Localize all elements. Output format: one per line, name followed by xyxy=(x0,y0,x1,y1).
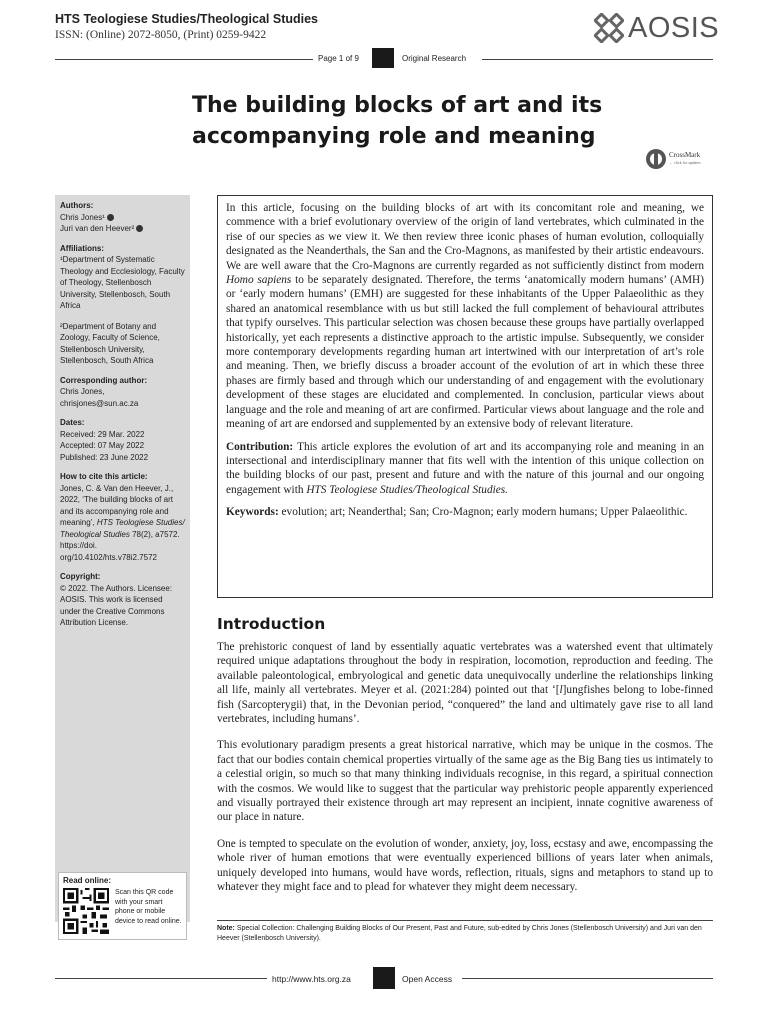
crossmark-sub: ← click for updates xyxy=(669,160,701,165)
affiliations-section xyxy=(60,243,185,367)
intro-paragraph-1: The prehistoric conquest of land by essentially aquatic vertebrates was a watershed event that ultimately required unique adaptations throughout the body in respiration, locomotion, reproduction and feeding. The available paleontological, embryological and genetic data unequivocally underline the relationships linking all life, mainly all vertebrates. Meyer et al. (2021:284) pointed out that ‘[l]ungfishes belong to lobe-finned fish (Sarcopterygii) that, in the Devonian period, “conquered” the land and ultimately gave rise to all land vertebrates, including humans’. xyxy=(217,641,713,726)
corresponding-heading: Corresponding author: xyxy=(60,375,148,385)
article-info-sidebar xyxy=(55,195,190,922)
dates-heading: Dates: xyxy=(60,418,85,427)
citation-journal: HTS Teologiese Studies/ Theological Studies xyxy=(60,518,185,539)
date-accepted: Accepted: 07 May 2022 xyxy=(60,441,145,450)
citation-text: Jones, C. & Van den Heever, J., 2022, ‘The building blocks of art and its accompanying role and meaning’, HTS Teologiese Studies/ Theological Studies 78(2), a7572. https://doi. org/10.4102/hts.v78i2.7572 xyxy=(60,483,185,562)
qr-code-icon[interactable] xyxy=(63,888,109,934)
read-online-box xyxy=(58,872,187,940)
aosis-logo-icon xyxy=(594,13,624,43)
citation-section xyxy=(60,471,185,563)
dates-section xyxy=(60,417,185,463)
page-number: Page 1 of 9 xyxy=(318,54,359,63)
aosis-logo[interactable] xyxy=(594,13,719,43)
authors-heading: Authors: xyxy=(60,201,94,210)
contribution: Contribution: This article explores the evolution of art and its accompanying role and meaning in an intersectional and interdisciplinary manner that fits well with the intention of this unique collection on the building blocks of our past, present and future and with the nature of this journal and our ongoing engagement with HTS Teologiese Studies/Theological Studies. xyxy=(226,440,704,496)
crossmark-badge[interactable] xyxy=(645,148,701,170)
footer-block xyxy=(373,967,395,989)
copyright-text: © 2022. The Authors. Licensee: AOSIS. This work is licensed under the Creative Commons Attribution License. xyxy=(60,583,173,627)
affiliations-heading: Affiliations: xyxy=(60,243,104,253)
page-header-bar xyxy=(0,48,768,68)
read-online-heading: Read online: xyxy=(63,876,112,885)
header-rule-left xyxy=(55,59,313,60)
date-published: Published: 23 June 2022 xyxy=(60,452,149,462)
keywords: Keywords: evolution; art; Neanderthal; San; Cro-Magnon; early modern humans; Upper Palaeolithic. xyxy=(226,506,688,519)
author-1: Chris Jones¹ xyxy=(60,212,185,224)
affiliation-2: ²Department of Botany and Zoology, Faculty of Science, Stellenbosch University, Stellenbosch, South Africa xyxy=(60,321,160,365)
corresponding-name: Chris Jones, xyxy=(60,387,105,396)
page-footer xyxy=(0,967,768,989)
intro-paragraph-3: One is tempted to speculate on the evolution of wonder, anxiety, joy, loss, ecstasy and awe, encompassing the whole river of human emotions that were eventually experienced billions of years later when animals, uniquely developed into humans, would have words, reflection, rituals, signs and metaphors to stand up to whatever they might face and to plead for whatever they might deem necessary. xyxy=(217,837,713,894)
introduction-heading: Introduction xyxy=(217,615,326,633)
date-received: Received: 29 Mar. 2022 xyxy=(60,429,145,439)
footer-url[interactable]: http://www.hts.org.za xyxy=(272,974,351,984)
abstract-text: In this article, focusing on the building blocks of art with its concomitant role and meaning, we commence with a brief evolutionary overview of the origin of land vertebrates, which culminated in the rise of our species as we view it. We then review three iconic phases of human evolution, colloquially designated as the Neanderthals, the San and the Cro-Magnons, as manifested by their artistic endeavours. We are well aware that the Cro-Magnons are currently regarded as not sufficiently distinct from modern Homo sapiens to be separately designated. Therefore, the terms ‘anatomically modern humans’ (AMH) or ‘early modern humans’ (EMH) are suggested for these inhabitants of the Upper Palaeolithic as they shared an anatomical resemblance with us but still lacked the full complement of behavioural attributes that typify ourselves. This particular selection was chosen because these groups have partially overlapped historically, yet each represents a distinctive approach to the artistic impulse. Subsequently, we consider more contemporary developments regarding human art intertwined with our interpretation of art’s role and meaning. Then, we briefly discuss a broader account of the evolution of art in which these three phases are firmly based and through which our understanding of and engagement with the evolutionary development of these stages are elucidated and complemented. In conclusion, particular views about language and the role and meaning of art are confirmed. Particular views about language and the role and meaning of art are endorsed and supplemented by an extensive body of relevant literature. xyxy=(226,202,704,431)
issn: ISSN: (Online) 2072-8050, (Print) 0259-9422 xyxy=(55,29,267,41)
header-block xyxy=(372,48,394,68)
header-rule-right xyxy=(482,59,713,60)
corresponding-section xyxy=(60,375,185,410)
section-label: Original Research xyxy=(402,54,467,63)
copyright-section xyxy=(60,571,185,629)
read-online-text: Scan this QR code with your smart phone or mobile device to read online. xyxy=(115,889,182,925)
authors-section xyxy=(60,200,185,235)
footer-rule-left xyxy=(55,978,267,979)
citation-heading: How to cite this article: xyxy=(60,472,148,481)
copyright-heading: Copyright: xyxy=(60,572,101,581)
footer-rule-right xyxy=(462,978,713,979)
footnote: Note: Special Collection: Challenging Building Blocks of Our Present, Past and Future, sub-edited by Chris Jones (Stellenbosch University) and Juri van den Heever (Stellenbosch University). xyxy=(217,920,713,943)
abstract-box xyxy=(217,195,713,598)
journal-title: HTS Teologiese Studies/Theological Studies xyxy=(55,12,319,26)
article-title: The building blocks of art and its accompanying role and meaning xyxy=(192,93,603,149)
crossmark-label: CrossMark xyxy=(669,151,701,159)
affiliation-1: ¹Department of Systematic Theology and Ecclesiology, Faculty of Theology, Stellenbosch University, Stellenbosch, South Africa xyxy=(60,255,185,310)
author-2: Juri van den Heever² xyxy=(60,223,185,235)
corresponding-email[interactable]: chrisjones@sun.ac.za xyxy=(60,398,139,408)
introduction-body xyxy=(217,640,713,907)
citation-suffix[interactable]: 78(2), a7572. https://doi. org/10.4102/hts.v78i2.7572 xyxy=(60,529,180,562)
orcid-icon[interactable] xyxy=(136,225,143,232)
crossmark-icon xyxy=(645,148,667,170)
aosis-logo-text: AOSIS xyxy=(628,12,720,44)
intro-paragraph-2: This evolutionary paradigm presents a great historical narrative, which may be unique in the cosmos. The fact that our bodies contain chemical properties virtually of the same age as the Big Bang ties us intimately to a celestial origin, so much so that many thinking individuals recognise, in this regard, a spiritual connection with the cosmos. We would like to suggest that the particular way prehistoric people apparently experienced and visually portrayed their existence through art may represent an incipient, innate cognitive awareness of our place in nature. xyxy=(217,739,713,824)
open-access-label: Open Access xyxy=(402,974,453,984)
orcid-icon[interactable] xyxy=(107,214,114,221)
